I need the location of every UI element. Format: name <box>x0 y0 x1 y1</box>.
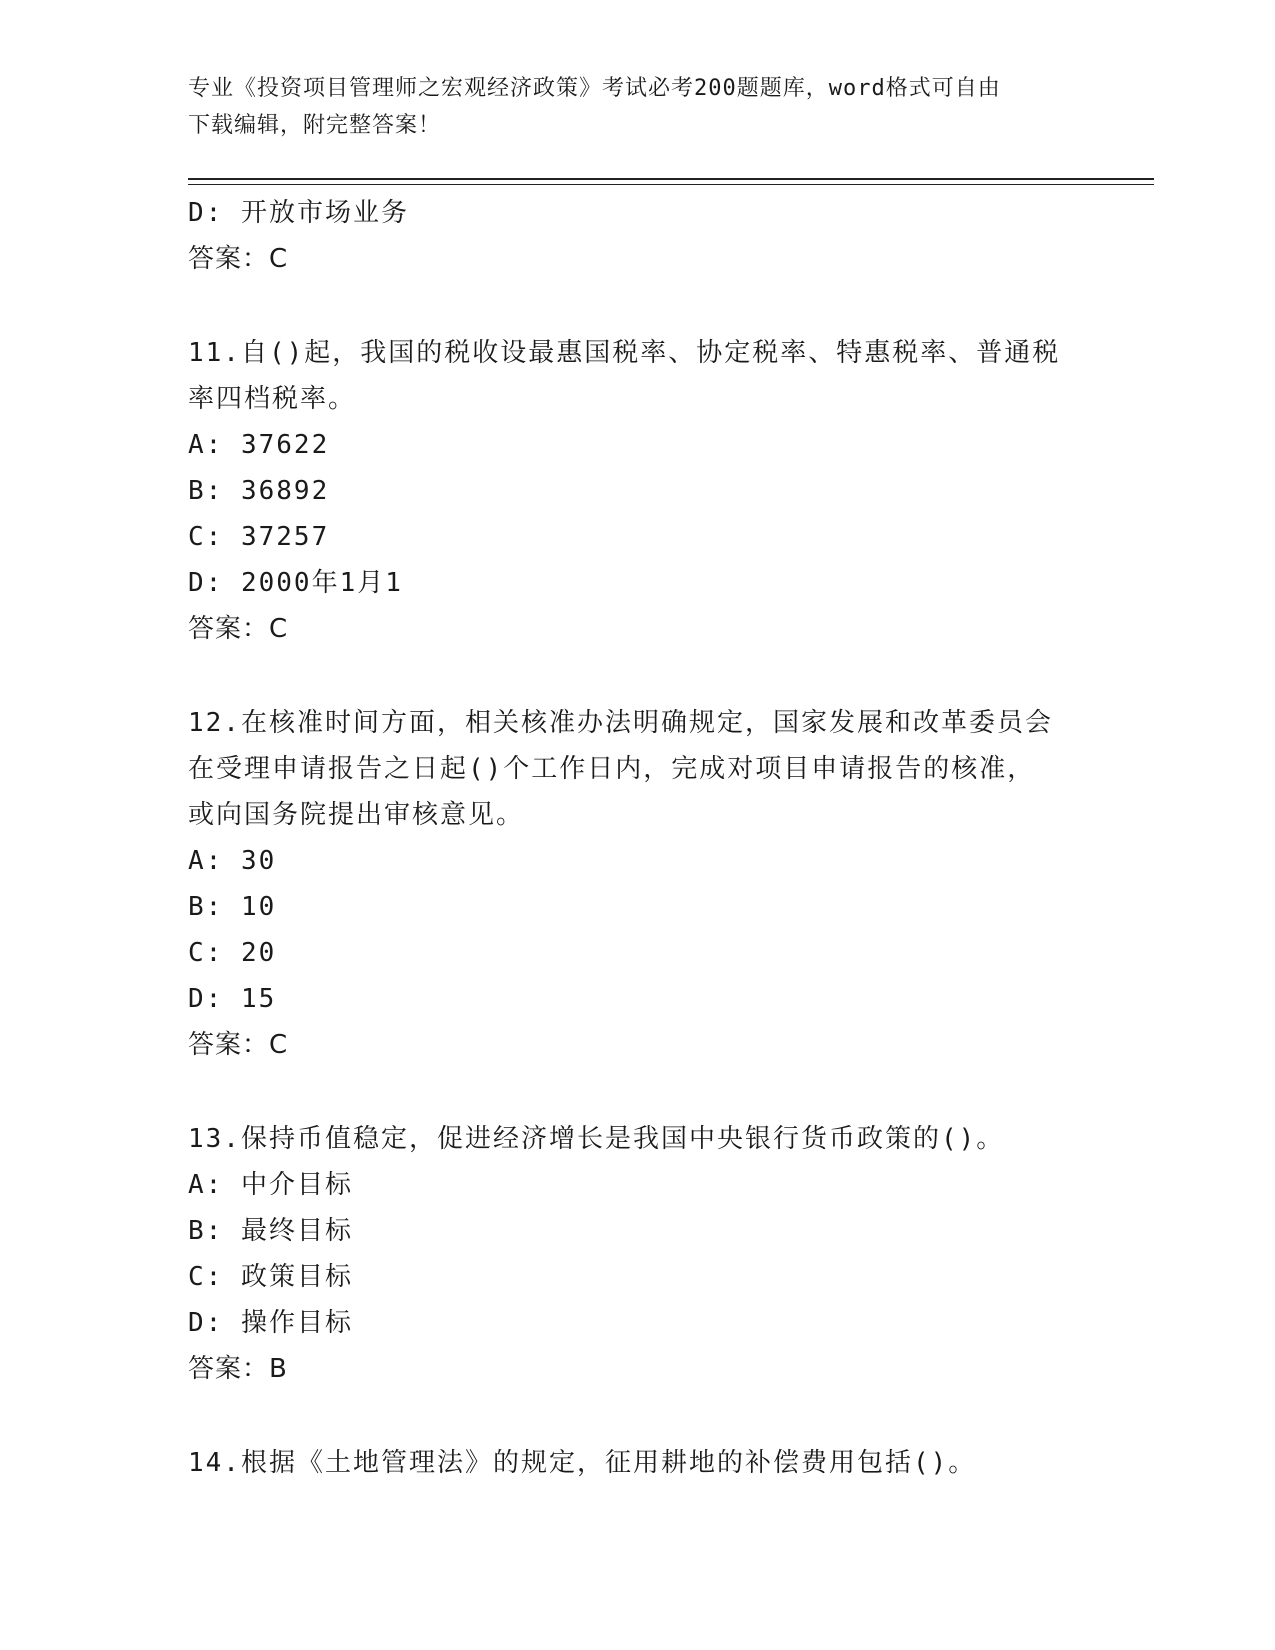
answer: 答案：C <box>188 1030 289 1060</box>
header-rule <box>188 178 1154 180</box>
answer: 答案：C <box>188 244 289 274</box>
option-c: C: 37257 <box>188 522 330 552</box>
option-c: C: 20 <box>188 938 277 968</box>
option-d: D: 2000年1月1 <box>188 568 403 598</box>
question-11 <box>188 330 1088 652</box>
option-d: D: 开放市场业务 <box>188 198 409 228</box>
question-text: 12.在核准时间方面，相关核准办法明确规定，国家发展和改革委员会 <box>188 708 1053 738</box>
question-text: 13.保持币值稳定，促进经济增长是我国中央银行货币政策的()。 <box>188 1124 1005 1154</box>
header-line: 专业《投资项目管理师之宏观经济政策》考试必考200题题库，word格式可自由 <box>188 76 1001 101</box>
question-text: 11.自()起，我国的税收设最惠国税率、协定税率、特惠税率、普通税 <box>188 338 1061 368</box>
option-a: A: 30 <box>188 846 277 876</box>
option-d: D: 操作目标 <box>188 1308 353 1338</box>
option-c: C: 政策目标 <box>188 1262 353 1292</box>
header-rule <box>188 184 1154 185</box>
document-header <box>188 70 1088 144</box>
option-d: D: 15 <box>188 984 277 1014</box>
question-14 <box>188 1440 1088 1486</box>
option-a: A: 中介目标 <box>188 1170 353 1200</box>
previous-question-tail <box>188 190 1088 282</box>
question-list <box>188 190 1088 1486</box>
answer: 答案：C <box>188 614 289 644</box>
option-b: B: 最终目标 <box>188 1216 353 1246</box>
option-b: B: 10 <box>188 892 277 922</box>
question-text: 率四档税率。 <box>188 384 357 414</box>
header-line: 下载编辑，附完整答案！ <box>188 113 442 138</box>
question-12 <box>188 700 1088 1068</box>
answer: 答案：B <box>188 1354 288 1384</box>
option-a: A: 37622 <box>188 430 330 460</box>
question-text: 或向国务院提出审核意见。 <box>188 800 525 830</box>
option-b: B: 36892 <box>188 476 330 506</box>
question-13 <box>188 1116 1088 1392</box>
question-text: 14.根据《土地管理法》的规定，征用耕地的补偿费用包括()。 <box>188 1448 977 1478</box>
question-text: 在受理申请报告之日起()个工作日内，完成对项目申请报告的核准， <box>188 754 1036 784</box>
